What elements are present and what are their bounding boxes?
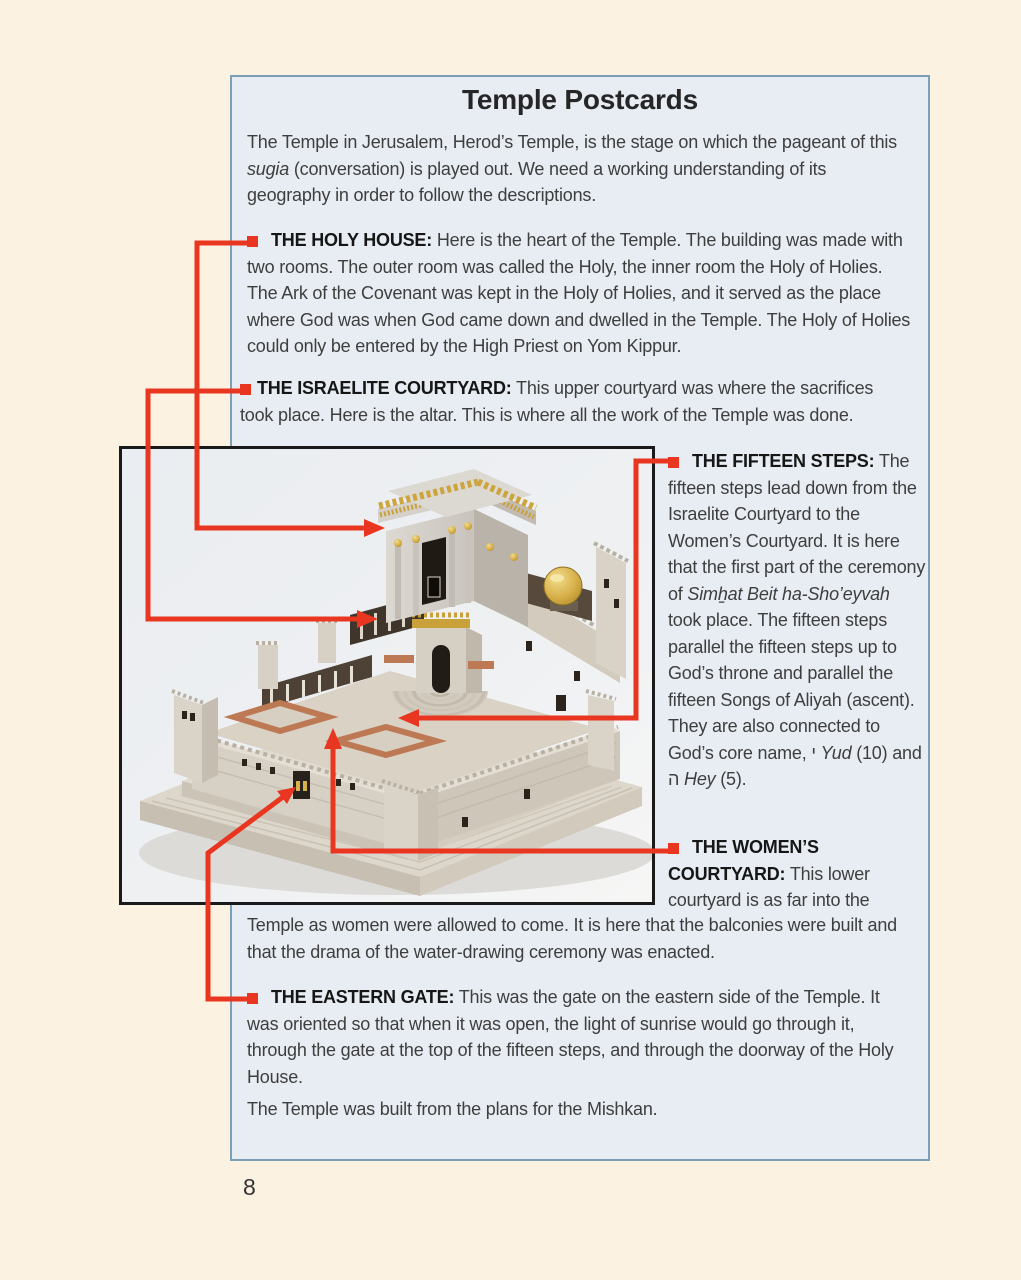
bullet-marker (247, 236, 258, 247)
section-italic-term: Yud (820, 742, 852, 763)
page-number: 8 (243, 1174, 256, 1200)
bullet-marker (668, 457, 679, 468)
section-label: THE ISRAELITE COURTYARD: (257, 378, 512, 398)
section-holy-house (247, 227, 911, 360)
section-label: THE HOLY HOUSE: (271, 230, 433, 250)
section-text: The fifteen steps lead down from the Israelite Courtyard to the Women’s Courtyard. It is here that the first part of the ceremony of (668, 451, 926, 604)
temple-model-photo (119, 446, 655, 905)
section-label: THE WOMEN’S COURTYARD: (668, 837, 819, 884)
bullet-marker (668, 843, 679, 854)
section-text: This upper courtyard was where the sacrifices took place. Here is the altar. This is where all the work of the Temple was done. (240, 378, 874, 425)
section-italic-term: Hey (684, 769, 716, 789)
section-label: THE EASTERN GATE: (271, 987, 455, 1007)
closing-paragraph: The Temple was built from the plans for the Mishkan. (247, 1099, 658, 1119)
temple-model-illustration (122, 449, 652, 902)
intro-text: (conversation) is played out. We need a working understanding of its geography in order to follow the descriptions. (247, 158, 827, 205)
page-title: Temple Postcards (462, 84, 698, 115)
section-text: Here is the heart of the Temple. The building was made with two rooms. The outer room was called the Holy, the inner room the Holy of Holies. The Ark of the Covenant was kept in the Holy of Holies, and it served as the place where God was when God came down and dwelled in the Temple. The Holy of Holies could only be entered by the High Priest on Yom Kippur. (247, 230, 911, 356)
section-text: This lower courtyard is as far into the (668, 863, 870, 910)
intro-italic-term: sugia (247, 158, 290, 179)
womens-courtyard-continuation: Temple as women were allowed to come. It is here that the balconies were built and that the drama of the water-drawing ceremony was enacted. (247, 915, 897, 962)
section-text: (10) and ה (668, 742, 922, 789)
section-text: took place. The fifteen steps parallel the fifteen steps up to God’s throne and parallel the fifteen Songs of Aliyah (ascent). They are also connected to God’s core name, י (668, 610, 915, 763)
bullet-marker (247, 993, 258, 1004)
section-israelite-courtyard (240, 375, 911, 428)
section-eastern-gate (247, 984, 915, 1090)
section-text: This was the gate on the eastern side of the Temple. It was oriented so that when it was open, the light of sunrise would go through it, through the gate at the top of the fifteen steps, and through the doorway of the Holy House. (247, 987, 894, 1087)
section-womens-courtyard (668, 834, 926, 914)
section-label: THE FIFTEEN STEPS: (692, 451, 875, 471)
section-fifteen-steps (668, 448, 926, 793)
section-text: (5). (715, 769, 747, 789)
intro-paragraph (247, 129, 911, 209)
section-italic-term: Simẖat Beit ha-Sho’eyvah (687, 583, 890, 604)
bullet-marker (240, 384, 251, 395)
intro-text: The Temple in Jerusalem, Herod’s Temple, is the stage on which the pageant of this (247, 132, 897, 152)
